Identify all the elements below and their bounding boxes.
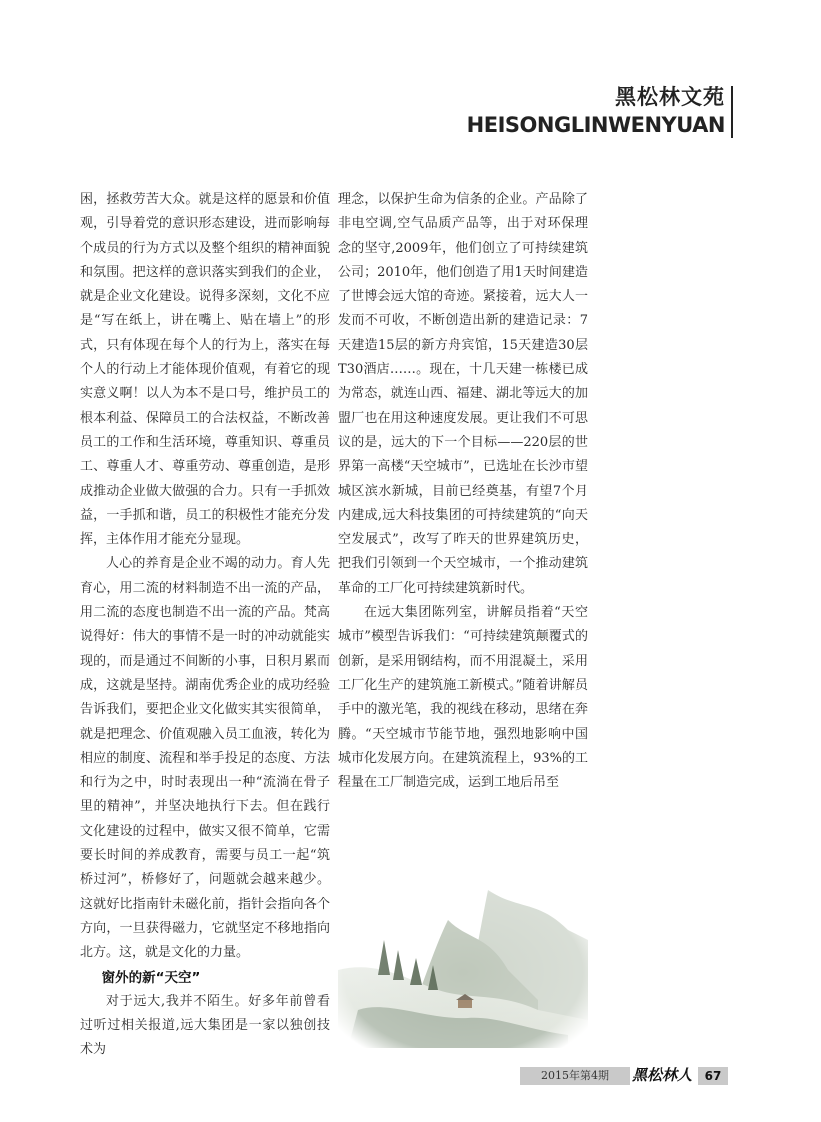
issue-label: 2015年第4期 [520, 1067, 630, 1085]
section-heading: 窗外的新“天空” [101, 969, 201, 986]
left-column [80, 188, 330, 1063]
header-divider [731, 86, 733, 138]
page-number: 67 [698, 1067, 728, 1085]
right-column [338, 188, 588, 795]
left-paragraph-2: 人心的养育是企业不竭的动力。育人先育心，用二流的材料制造不出一流的产品，用二流的态度也制造不出一流的产品。梵高说得好：伟大的事情不是一时的冲动就能实现的，而是通过不间断的小事，日积月累而成，这就是坚持。湖南优秀企业的成功经验告诉我们，要把企业文化做实其实很简单，就是把理念、价值观融入员工血液，转化为相应的制度、流程和举手投足的态度、方法和行为之中，时时表现出一种“流淌在骨子里的精神”，并坚决地执行下去。但在践行文化建设的过程中，做实又很不简单，它需要长时间的养成教育，需要与员工一起“筑桥过河”，桥修好了，问题就会越来越少。这就好比指南针未磁化前，指针会指向各个方向，一旦获得磁力，它就坚定不移地指向北方。这，就是文化的力量。 [80, 556, 330, 961]
section-title-cn: 黑松林文苑 [615, 85, 725, 109]
section-header [467, 82, 725, 138]
section-title-en: HEISONGLINWENYUAN [466, 113, 725, 137]
right-paragraph-2: 在远大集团陈列室，讲解员指着“天空城市”模型告诉我们：“可持续建筑颠覆式的创新，是采用钢结构，而不用混凝土，采用工厂化生产的建筑施工新模式。”随着讲解员手中的激光笔，我的视线在移动，思绪在奔腾。“天空城市节能节地，强烈地影响中国城市化发展方向。在建筑流程上，93%的工程量在工厂制造完成，运到工地后吊至 [338, 605, 588, 791]
magazine-logo: 黑松林人 [632, 1066, 693, 1084]
page-footer [520, 1067, 730, 1085]
left-paragraph-3: 对于远大,我并不陌生。好多年前曾看过听过相关报道,远大集团是一家以独创技术为 [80, 993, 330, 1058]
landscape-painting [338, 880, 588, 1048]
left-paragraph-1: 困，拯救劳苦大众。就是这样的愿景和价值观，引导着党的意识形态建设，进而影响每个成员的行为方式以及整个组织的精神面貌和氛围。把这样的意识落实到我们的企业，就是企业文化建设。说得多深刻，文化不应是“写在纸上，讲在嘴上、贴在墙上”的形式，只有体现在每个人的行为上，落实在每个人的行动上才能体现价值观，有着它的现实意义啊！以人为本不是口号，维护员工的根本利益、保障员工的合法权益，不断改善员工的工作和生活环境，尊重知识、尊重员工、尊重人才、尊重劳动、尊重创造，是形成推动企业做大做强的合力。只有一手抓效益，一手抓和谐，员工的积极性才能充分发挥，主体作用才能充分显现。 [80, 192, 330, 548]
right-paragraph-1: 理念，以保护生命为信条的企业。产品除了非电空调,空气品质产品等，出于对环保理念的坚守,2009年，他们创立了可持续建筑公司；2010年，他们创造了用1天时间建造了世博会远大馆的奇迹。紧接着，远大人一发而不可收，不断创造出新的建造记录：7天建造15层的新方舟宾馆，15天建造30层T30酒店……。现在，十几天建一栋楼已成为常态，就连山西、福建、湖北等远大的加盟厂也在用这种速度发展。更让我们不可思议的是，远大的下一个目标——220层的世界第一高楼“天空城市”，已选址在长沙市望城区滨水新城，目前已经奠基，有望7个月内建成,远大科技集团的可持续建筑的“向天空发展式”，改写了昨天的世界建筑历史，把我们引领到一个天空城市，一个推动建筑革命的工厂化可持续建筑新时代。 [338, 192, 588, 596]
